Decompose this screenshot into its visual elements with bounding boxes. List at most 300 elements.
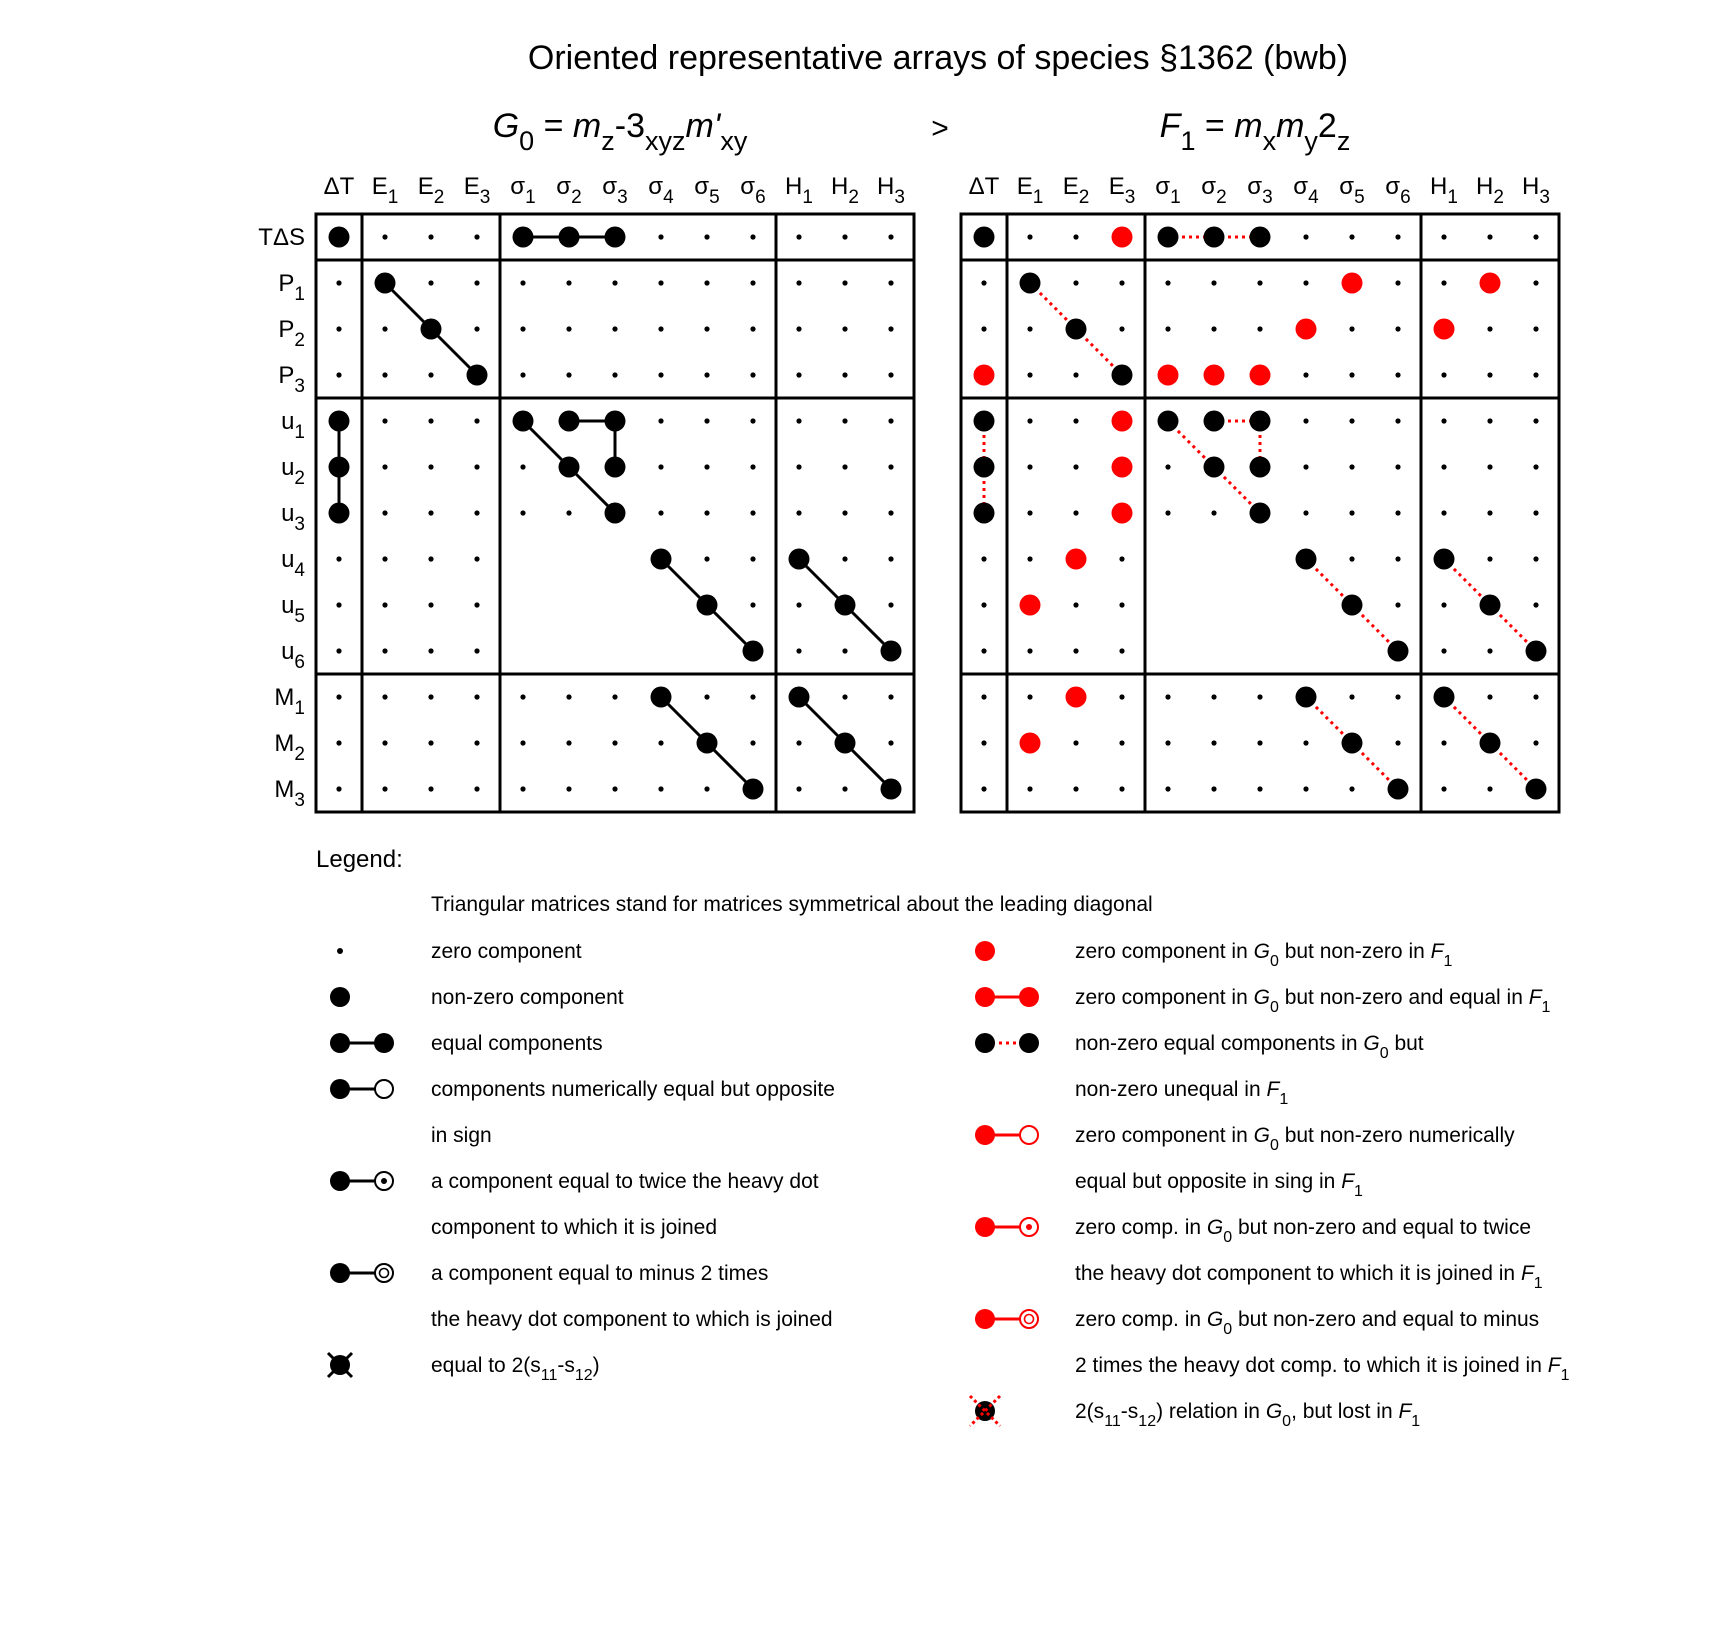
zero-component [981, 648, 986, 653]
zero-component [704, 326, 709, 331]
legend-item-big-dot [330, 986, 624, 1009]
column-header-8: $\sigma_5$ [694, 173, 720, 208]
zero-component [1349, 510, 1354, 515]
legend-inner-dot [381, 1178, 387, 1184]
legend-item-red-opposite [975, 1124, 1515, 1200]
legend-item-cross [328, 1353, 600, 1384]
zero-component [566, 372, 571, 377]
zero-component [612, 372, 617, 377]
zero-component [336, 740, 341, 745]
nonzero-component [605, 503, 626, 524]
zero-component [981, 786, 986, 791]
zero-component [658, 372, 663, 377]
zero-component [336, 602, 341, 607]
legend-item-minus2 [330, 1262, 833, 1331]
zero-component [1211, 326, 1216, 331]
nonzero-component [651, 687, 672, 708]
zero-component [842, 418, 847, 423]
group-formula-text: $G_0 = m_z-3_{xyz}m'_{xy}$ [492, 107, 748, 156]
zero-component [796, 372, 801, 377]
zero-component [796, 418, 801, 423]
zero-component [1395, 510, 1400, 515]
zero-component [658, 786, 663, 791]
zero-component [474, 694, 479, 699]
nonzero-component [467, 365, 488, 386]
zero-component [474, 740, 479, 745]
zero-component [981, 694, 986, 699]
zero-component [842, 648, 847, 653]
zero-component [704, 234, 709, 239]
nonzero-component [835, 733, 856, 754]
legend-item-text: the heavy dot component to which is joined [431, 1308, 833, 1331]
legend-item-dotted-equal [975, 1032, 1424, 1108]
zero-component [1441, 602, 1446, 607]
legend-item-red-minus2 [975, 1308, 1570, 1384]
zero-component [1073, 418, 1078, 423]
legend-heavy-dot [975, 1125, 995, 1145]
zero-component [750, 280, 755, 285]
zero-component [1349, 234, 1354, 239]
row-header-0: TΔS [258, 224, 305, 251]
zero-component [1073, 280, 1078, 285]
zero-component [474, 418, 479, 423]
zero-component [520, 740, 525, 745]
zero-component [1165, 510, 1170, 515]
nonzero-component [329, 503, 350, 524]
zero-component [1349, 326, 1354, 331]
column-header-11: $H_2$ [1476, 173, 1504, 208]
zero-component [1533, 326, 1538, 331]
zero-component [474, 234, 479, 239]
left-matrix [316, 214, 914, 812]
zero-component [1027, 786, 1032, 791]
zero-component [1349, 372, 1354, 377]
nonzero-component [1158, 227, 1179, 248]
zero-component [1349, 786, 1354, 791]
zero-component [1119, 556, 1124, 561]
zero-component [750, 510, 755, 515]
nonzero-component [1434, 549, 1455, 570]
zero-component [1487, 464, 1492, 469]
zero-component [1119, 740, 1124, 745]
zero-component [1441, 418, 1446, 423]
nonzero-component [974, 411, 995, 432]
zero-component [1533, 234, 1538, 239]
zero-component [842, 694, 847, 699]
nonzero-component [1204, 411, 1225, 432]
column-header-10: $H_1$ [1430, 173, 1458, 208]
legend-hollow-dot [375, 1080, 393, 1098]
zero-component [520, 694, 525, 699]
zero-component [1027, 556, 1032, 561]
zero-component [1533, 510, 1538, 515]
zero-component [428, 740, 433, 745]
nonzero-component [605, 457, 626, 478]
zero-component [842, 510, 847, 515]
zero-component [796, 280, 801, 285]
column-header-3: $E_3$ [463, 173, 491, 208]
nonzero-component [1250, 457, 1271, 478]
zero-component [1211, 510, 1216, 515]
zero-component [842, 234, 847, 239]
left-group-formula [493, 107, 748, 156]
zero-component [1165, 464, 1170, 469]
zero-component [1487, 234, 1492, 239]
zero-component [336, 648, 341, 653]
legend-item-red-twice [975, 1216, 1543, 1292]
zero-component [1073, 648, 1078, 653]
zero-component [1441, 372, 1446, 377]
legend-item-twice [330, 1170, 819, 1239]
zero-component [842, 786, 847, 791]
legend-heavy-dot [975, 1309, 995, 1329]
legend-item-text: non-zero component [431, 986, 624, 1009]
zero-component [888, 602, 893, 607]
zero-component [796, 786, 801, 791]
legend-item-text: the heavy dot component to which it is joined in $F_1$ [1075, 1262, 1543, 1292]
zero-component [1487, 418, 1492, 423]
new-nonzero-component [1434, 319, 1455, 340]
legend-item-text: zero component [431, 940, 582, 963]
zero-component [796, 464, 801, 469]
zero-component [336, 694, 341, 699]
column-header-4: $\sigma_1$ [1155, 173, 1181, 208]
nonzero-component [1250, 503, 1271, 524]
nonzero-component [1250, 227, 1271, 248]
zero-component [1165, 740, 1170, 745]
legend-item-red-equal [975, 986, 1551, 1016]
nonzero-component [329, 411, 350, 432]
zero-component [474, 464, 479, 469]
zero-component [1027, 510, 1032, 515]
zero-component [1395, 694, 1400, 699]
zero-component [382, 418, 387, 423]
zero-component [1533, 280, 1538, 285]
zero-component [750, 602, 755, 607]
new-nonzero-component [1112, 411, 1133, 432]
zero-component [428, 464, 433, 469]
zero-component [1257, 280, 1262, 285]
column-header-7: $\sigma_4$ [648, 173, 674, 208]
nonzero-component [1066, 319, 1087, 340]
zero-component [428, 372, 433, 377]
zero-component [1303, 234, 1308, 239]
column-header-0: ΔT [968, 173, 1000, 200]
zero-component [1257, 740, 1262, 745]
zero-component [888, 280, 893, 285]
zero-component [1441, 280, 1446, 285]
new-nonzero-component [974, 365, 995, 386]
zero-component [1073, 234, 1078, 239]
zero-component [1533, 694, 1538, 699]
column-header-8: $\sigma_5$ [1339, 173, 1365, 208]
zero-component [612, 740, 617, 745]
zero-component [888, 372, 893, 377]
legend-heavy-dot [975, 941, 995, 961]
column-header-1: $E_1$ [371, 173, 399, 208]
row-header-7: $u_4$ [281, 546, 305, 581]
zero-component [1119, 280, 1124, 285]
zero-component [1487, 648, 1492, 653]
zero-component [842, 326, 847, 331]
new-nonzero-component [1020, 733, 1041, 754]
zero-component [888, 234, 893, 239]
zero-component [382, 464, 387, 469]
zero-component [1257, 326, 1262, 331]
legend-left-column [328, 940, 835, 1384]
zero-component [1349, 556, 1354, 561]
zero-component [704, 510, 709, 515]
legend-right-column [970, 940, 1570, 1430]
new-nonzero-component [1480, 273, 1501, 294]
zero-component [704, 786, 709, 791]
zero-component [336, 556, 341, 561]
row-header-3: $P_3$ [278, 362, 305, 397]
column-header-5: $\sigma_2$ [556, 173, 582, 208]
zero-component [1027, 418, 1032, 423]
nonzero-component [1526, 779, 1547, 800]
legend-item-red-cross [970, 1396, 1420, 1430]
zero-component [1073, 372, 1078, 377]
nonzero-component [743, 779, 764, 800]
zero-component [566, 326, 571, 331]
zero-component [842, 464, 847, 469]
legend-item-text: a component equal to twice the heavy dot [431, 1170, 819, 1193]
nonzero-component [1388, 641, 1409, 662]
zero-component [428, 418, 433, 423]
zero-component [658, 740, 663, 745]
legend-item-text: $2(s_{11}-s_{12})$ relation in $G_0$, but lost in $F_1$ [1075, 1400, 1421, 1430]
zero-component [1487, 694, 1492, 699]
nonzero-component [835, 595, 856, 616]
column-header-1: $E_1$ [1016, 173, 1044, 208]
zero-component [474, 556, 479, 561]
zero-component [1533, 740, 1538, 745]
zero-component [750, 418, 755, 423]
legend-heavy-dot [975, 987, 995, 1007]
zero-component [796, 326, 801, 331]
zero-component [704, 694, 709, 699]
legend-item-text: equal but opposite in sing in $F_1$ [1075, 1170, 1363, 1200]
zero-component [428, 694, 433, 699]
zero-component [1395, 234, 1400, 239]
zero-component [1395, 280, 1400, 285]
zero-component [474, 280, 479, 285]
row-header-12: $M_3$ [274, 776, 305, 811]
zero-component [382, 510, 387, 515]
zero-component [566, 786, 571, 791]
legend-item-text: components numerically equal but opposite [431, 1078, 835, 1101]
legend-heading: Legend: [316, 846, 403, 873]
legend-item-text: non-zero equal components in $G_0$ but [1075, 1032, 1424, 1062]
legend-item-equal [330, 1032, 603, 1055]
row-header-9: $u_6$ [281, 638, 305, 673]
nonzero-component [1112, 365, 1133, 386]
zero-component [520, 786, 525, 791]
zero-component [428, 786, 433, 791]
zero-component [382, 694, 387, 699]
zero-component [750, 326, 755, 331]
zero-component [474, 786, 479, 791]
zero-component [1027, 234, 1032, 239]
page-title: Oriented representative arrays of species §1362 (bwb) [527, 39, 1349, 77]
zero-component [1395, 464, 1400, 469]
zero-component [842, 556, 847, 561]
column-header-3: $E_3$ [1108, 173, 1136, 208]
zero-component [704, 418, 709, 423]
legend-item-text: zero component in $G_0$ but non-zero numerically [1075, 1124, 1515, 1154]
zero-component [1211, 786, 1216, 791]
zero-component [981, 556, 986, 561]
zero-component [1487, 556, 1492, 561]
zero-component [1303, 510, 1308, 515]
zero-component [658, 418, 663, 423]
zero-component [704, 372, 709, 377]
zero-component [1533, 418, 1538, 423]
nonzero-component [789, 687, 810, 708]
zero-component [796, 234, 801, 239]
new-nonzero-component [1066, 687, 1087, 708]
column-header-2: $E_2$ [1062, 173, 1090, 208]
nonzero-component [974, 227, 995, 248]
nonzero-component [1342, 733, 1363, 754]
legend-hollow-dot [1020, 1126, 1038, 1144]
zero-component [382, 786, 387, 791]
column-header-6: $\sigma_3$ [1247, 173, 1273, 208]
column-header-5: $\sigma_2$ [1201, 173, 1227, 208]
column-header-11: $H_2$ [831, 173, 859, 208]
zero-component [658, 326, 663, 331]
zero-component [1395, 556, 1400, 561]
zero-component [382, 602, 387, 607]
legend-hollow-dot [375, 1264, 393, 1282]
zero-component [428, 556, 433, 561]
zero-component [658, 280, 663, 285]
zero-component [1395, 602, 1400, 607]
zero-component [888, 326, 893, 331]
zero-component [1349, 694, 1354, 699]
nonzero-component [559, 411, 580, 432]
legend-heavy-dot [330, 987, 350, 1007]
right-column-headers [969, 173, 1550, 208]
zero-component [1211, 694, 1216, 699]
zero-component [1073, 510, 1078, 515]
zero-component [888, 740, 893, 745]
legend-heavy-dot [330, 1263, 350, 1283]
zero-component [1487, 326, 1492, 331]
zero-component [1165, 280, 1170, 285]
legend-item-text: zero comp. in $G_0$ but non-zero and equal to twice [1075, 1216, 1532, 1246]
legend-heavy-dot [374, 1033, 394, 1053]
zero-component [796, 510, 801, 515]
zero-component [1303, 464, 1308, 469]
zero-component [1165, 326, 1170, 331]
zero-component [336, 372, 341, 377]
zero-component [1395, 372, 1400, 377]
zero-component [428, 510, 433, 515]
row-header-10: $M_1$ [274, 684, 305, 719]
column-header-10: $H_1$ [785, 173, 813, 208]
zero-component [842, 372, 847, 377]
zero-component [704, 280, 709, 285]
zero-component [382, 648, 387, 653]
nonzero-component [974, 457, 995, 478]
zero-component [1303, 740, 1308, 745]
zero-component [888, 418, 893, 423]
nonzero-component [329, 457, 350, 478]
zero-component [1119, 326, 1124, 331]
new-nonzero-component [1112, 457, 1133, 478]
legend-item-text: non-zero unequal in $F_1$ [1075, 1078, 1289, 1108]
new-nonzero-component [1112, 503, 1133, 524]
nonzero-component [651, 549, 672, 570]
zero-component [566, 510, 571, 515]
nonzero-component [375, 273, 396, 294]
zero-component [336, 326, 341, 331]
nonzero-component [1204, 227, 1225, 248]
zero-component [1303, 418, 1308, 423]
zero-component [382, 740, 387, 745]
zero-component [750, 556, 755, 561]
legend-item-text: in sign [431, 1124, 492, 1147]
zero-component [1487, 372, 1492, 377]
new-nonzero-component [1250, 365, 1271, 386]
new-nonzero-component [1296, 319, 1317, 340]
legend-heavy-dot [1019, 1033, 1039, 1053]
zero-component [566, 740, 571, 745]
legend-note: Triangular matrices stand for matrices symmetrical about the leading diagonal [431, 893, 1153, 916]
zero-component [474, 326, 479, 331]
zero-component [1211, 740, 1216, 745]
zero-component [1395, 740, 1400, 745]
zero-component [612, 694, 617, 699]
zero-component [888, 510, 893, 515]
nonzero-component [789, 549, 810, 570]
legend-inner-dot [1026, 1224, 1032, 1230]
right-group-formula [1160, 107, 1351, 156]
zero-component [1027, 464, 1032, 469]
zero-component [382, 556, 387, 561]
nonzero-component [559, 457, 580, 478]
zero-component [888, 556, 893, 561]
right-matrix [961, 214, 1559, 812]
column-header-7: $\sigma_4$ [1293, 173, 1319, 208]
zero-component [658, 510, 663, 515]
legend-heavy-dot [330, 1033, 350, 1053]
nonzero-component [421, 319, 442, 340]
nonzero-component [513, 227, 534, 248]
zero-component [842, 280, 847, 285]
nonzero-component [1020, 273, 1041, 294]
legend-item-text: zero component in $G_0$ but non-zero and equal in $F_1$ [1075, 986, 1551, 1016]
zero-component [1395, 326, 1400, 331]
legend-hollow-dot [1020, 1310, 1038, 1328]
nonzero-component [513, 411, 534, 432]
legend-item-small-dot [337, 940, 582, 963]
zero-component [1073, 740, 1078, 745]
legend-item-text: equal to $2(s_{11}-s_{12})$ [431, 1354, 600, 1384]
zero-component [1027, 694, 1032, 699]
zero-component [520, 326, 525, 331]
zero-component [981, 280, 986, 285]
zero-component [612, 786, 617, 791]
zero-component [1533, 464, 1538, 469]
zero-component [382, 234, 387, 239]
zero-component [1533, 556, 1538, 561]
zero-component [520, 464, 525, 469]
zero-component [658, 464, 663, 469]
zero-component [566, 694, 571, 699]
